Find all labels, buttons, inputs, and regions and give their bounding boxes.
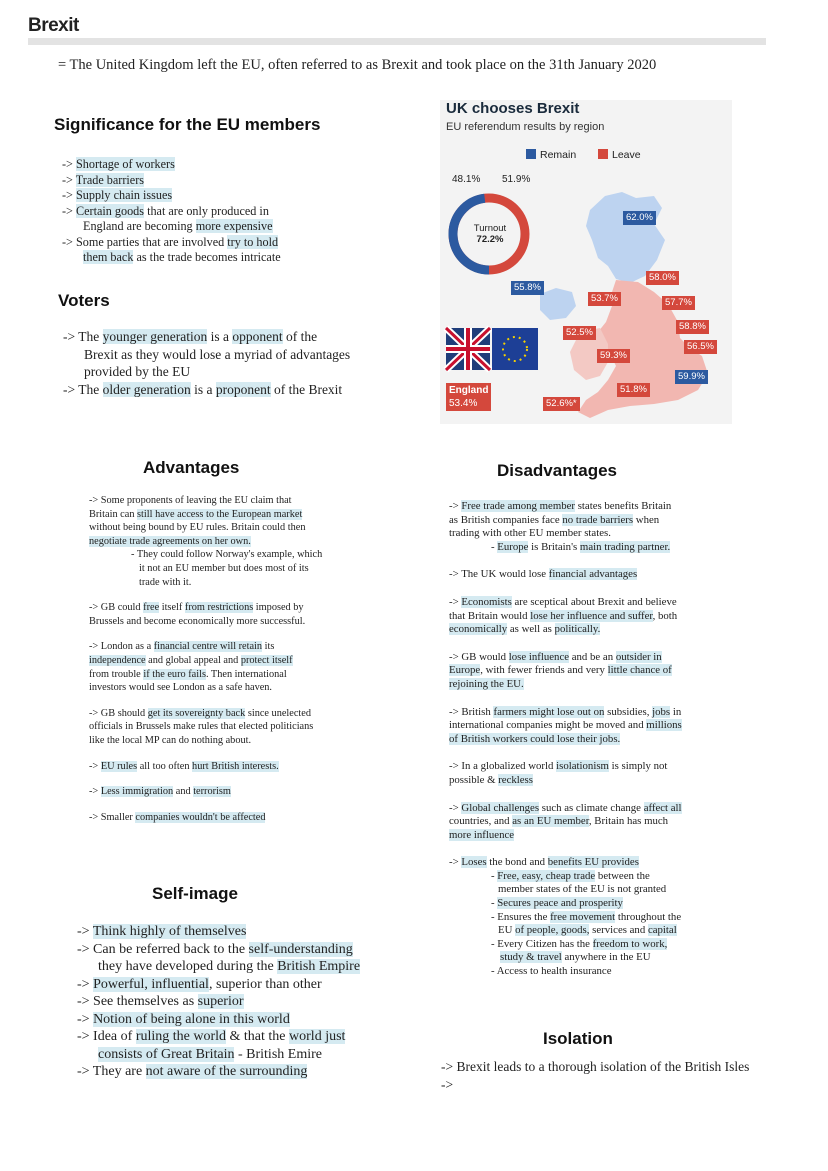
map-title: UK chooses Brexit — [446, 100, 580, 117]
uk-flag — [446, 328, 490, 370]
list-item: -> Think highly of themselves — [77, 924, 247, 939]
map-subtitle: EU referendum results by region — [446, 121, 605, 133]
label-south-east: 51.8% — [617, 383, 650, 397]
advantages-list — [89, 494, 379, 824]
list-item: -> See themselves as superior — [77, 994, 244, 1009]
label-london: 59.9% — [675, 370, 708, 384]
advantages-heading: Advantages — [143, 458, 240, 477]
page-title: Brexit — [28, 15, 79, 36]
list-item: -> London as a financial centre will retain its independence and global appeal and protect itself from trouble if the euro fails. Then international investors would see London as a safe haven. — [89, 641, 293, 694]
label-south-west: 52.6%* — [543, 397, 580, 411]
list-item: -> Loses the bond and benefits EU provides - Free, easy, cheap trade between the member states of the EU is not granted - Secures peace and prosperity - Ensures the free movement throughout the EU of people, goods, services and capital - Every Citizen has the freedom to work, study & travel anywhere in the EU - Access to health insurance — [449, 856, 682, 978]
list-item: -> Economists are sceptical about Brexit and believe that Britain would lose her influence and suffer, both economically as well as politically. — [449, 595, 678, 636]
list-item: -> Powerful, influential, superior than other — [77, 976, 322, 992]
label-northern-ireland: 55.8% — [511, 281, 544, 295]
list-item: -> Brexit leads to a thorough isolation of the British Isles — [441, 1059, 750, 1074]
list-item: -> British farmers might lose out on subsidies, jobs in international companies might be moved and millions of British workers could lose their jobs. — [449, 705, 682, 745]
title-underline — [28, 38, 766, 45]
list-item: Brexit as they would lose a myriad of advantages — [84, 346, 351, 362]
list-item: they have developed during the British Empire — [98, 959, 361, 974]
disadvantages-list — [449, 500, 749, 979]
leave-percent: 51.9% — [502, 174, 531, 185]
disadvantages-heading: Disadvantages — [497, 461, 617, 480]
referendum-map-figure — [440, 100, 732, 424]
list-item: -> Notion of being alone in this world — [77, 1011, 290, 1027]
list-item: -> Global challenges such as climate change affect all countries, and as an EU member, Britain has much more influence — [449, 801, 682, 841]
list-item: -> The UK would lose financial advantages — [449, 568, 638, 581]
list-item: -> In a globalized world isolationism is simply not possible & reckless — [449, 760, 668, 786]
list-item: -> GB should get its sovereignty back since unelected officials in Brussels make rules that elected politicians like the local MP can do nothing about. — [89, 707, 314, 746]
label-west-midlands: 59.3% — [597, 349, 630, 363]
list-item: -> — [441, 1076, 454, 1092]
label-england: England 53.4% — [446, 383, 491, 411]
list-item: -> Smaller companies wouldn't be affected — [89, 811, 266, 823]
label-wales: 52.5% — [563, 326, 596, 340]
list-item: -> GB would lose influence and be an outsider in Europe, with fewer friends and very little chance of rejoining the EU. — [449, 650, 672, 690]
self-image-heading: Self-image — [152, 884, 238, 903]
isolation-heading: Isolation — [543, 1029, 613, 1048]
list-item: -> GB could free itself from restrictions imposed by Brussels and become economically more successful. — [89, 602, 306, 627]
label-yorkshire: 57.7% — [662, 296, 695, 310]
list-item: -> The younger generation is a opponent of the — [63, 329, 318, 344]
eu-flag — [492, 328, 538, 370]
list-item: -> Trade barriers — [62, 172, 145, 187]
self-image-list — [77, 923, 417, 1081]
list-item: -> Idea of ruling the world & that the world just — [77, 1029, 346, 1044]
legend-leave: Leave — [598, 149, 641, 161]
list-item: -> EU rules all too often hurt British interests. — [89, 760, 279, 772]
list-item: -> The older generation is a proponent of the Brexit — [63, 381, 343, 397]
list-item: England are becoming more expensive — [83, 219, 273, 233]
label-east: 56.5% — [684, 340, 717, 354]
remain-percent: 48.1% — [452, 174, 481, 185]
list-item: -> Supply chain issues — [62, 188, 173, 202]
label-north-west: 53.7% — [588, 292, 621, 306]
turnout-value: 72.2% — [476, 234, 504, 245]
list-item: -> They are not aware of the surrounding — [77, 1064, 308, 1079]
label-scotland: 62.0% — [623, 211, 656, 225]
voters-heading: Voters — [58, 291, 110, 310]
list-item: -> Less immigration and terrorism — [89, 786, 231, 798]
list-item: them back as the trade becomes intricate — [83, 250, 281, 264]
turnout-label: Turnout — [473, 223, 507, 234]
region-northern-ireland — [540, 288, 576, 320]
significance-list — [62, 157, 362, 266]
label-north-east: 58.0% — [646, 271, 679, 285]
turnout-text — [471, 223, 509, 245]
significance-heading: Significance for the EU members — [54, 115, 321, 134]
isolation-list — [441, 1058, 781, 1093]
region-scotland — [586, 192, 665, 283]
list-item: -> Certain goods that are only produced in — [62, 203, 269, 218]
list-item: -> Some proponents of leaving the EU claim that Britain can still have access to the European market without being bound by EU rules. Britain could then negotiate trade agreements on her own. - They could follow Norway's example, which it not an EU member but does most of its trade with it. — [89, 495, 323, 588]
brexit-definition: = The United Kingdom left the EU, often referred to as Brexit and took place on the 31th January 2020 — [58, 57, 657, 73]
list-item: -> Shortage of workers — [62, 157, 175, 171]
list-item: provided by the EU — [84, 364, 191, 379]
list-item: -> Some parties that are involved try to hold — [62, 234, 279, 249]
list-item: -> Can be referred back to the self-understanding — [77, 941, 353, 957]
voters-list — [63, 328, 403, 398]
legend-remain: Remain — [526, 149, 576, 161]
list-item: consists of Great Britain - British Emire — [98, 1046, 322, 1062]
list-item: -> Free trade among member states benefits Britain as British companies face no trade barriers when trading with other EU member states. - Europe is Britain's main trading partner. — [449, 500, 672, 553]
label-east-midlands: 58.8% — [676, 320, 709, 334]
